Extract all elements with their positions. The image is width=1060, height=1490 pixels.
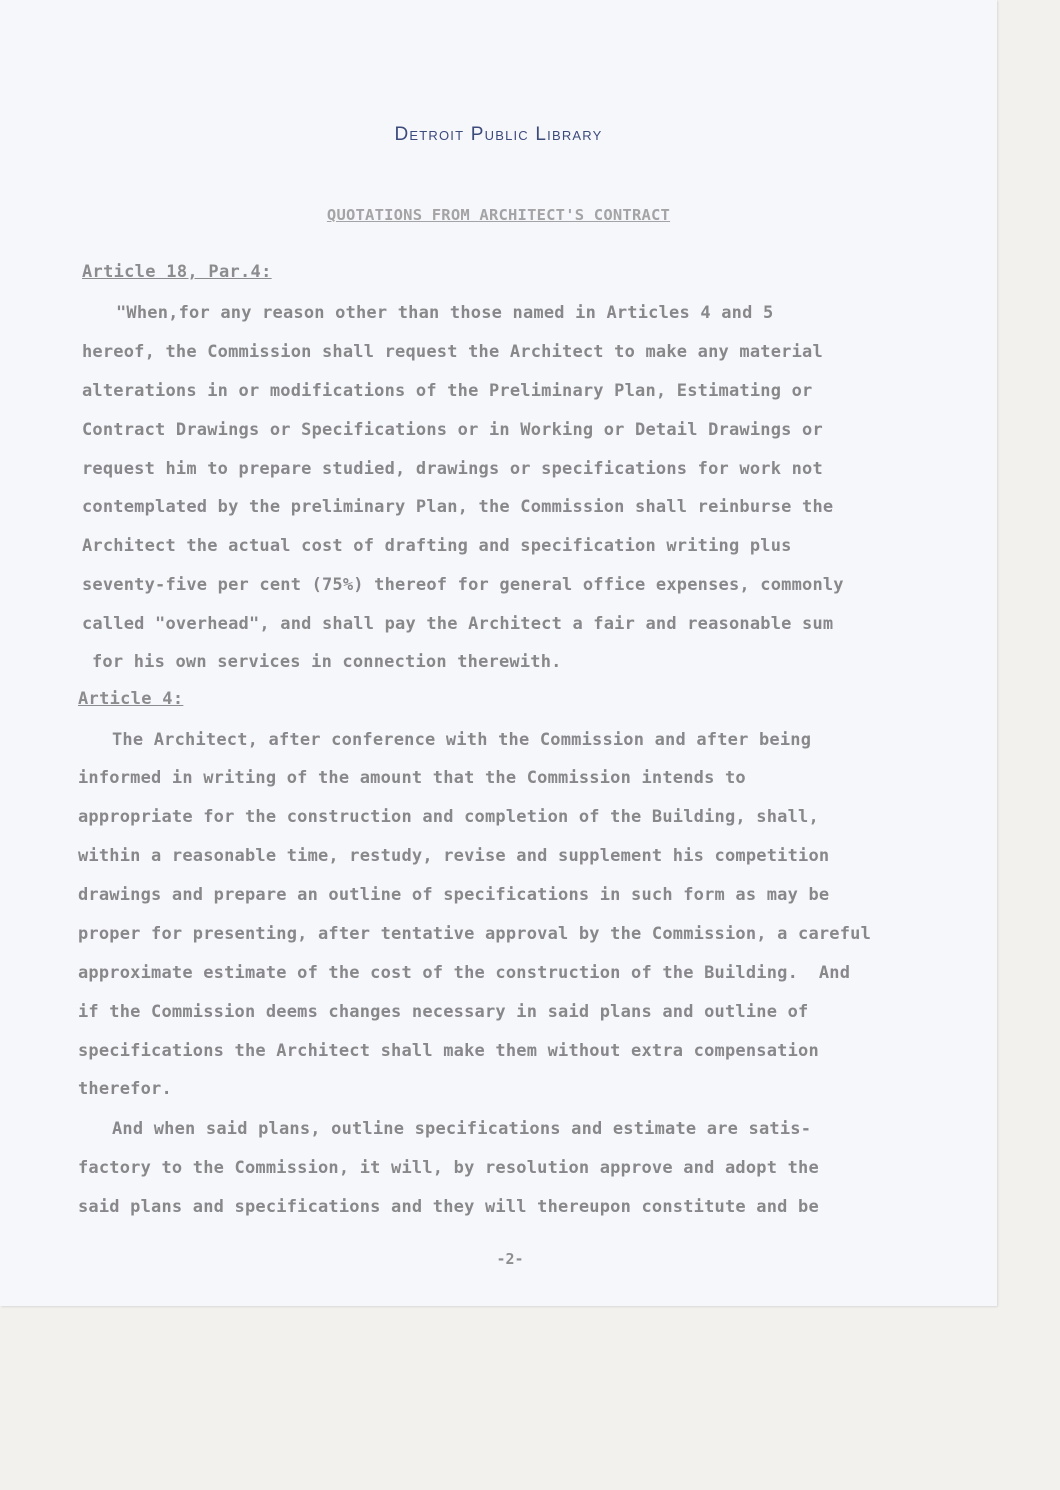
text-line: hereof, the Commission shall request the Architect to make any material bbox=[82, 342, 823, 362]
text-line: said plans and specifications and they will thereupon constitute and be bbox=[78, 1197, 819, 1217]
page-number: -2- bbox=[496, 1250, 524, 1268]
document-title: QUOTATIONS FROM ARCHITECT'S CONTRACT bbox=[326, 206, 671, 224]
text-line: called "overhead", and shall pay the Architect a fair and reasonable sum bbox=[82, 614, 834, 634]
text-line: if the Commission deems changes necessary in said plans and outline of bbox=[78, 1002, 809, 1022]
text-line: informed in writing of the amount that the Commission intends to bbox=[78, 768, 746, 788]
text-line: Contract Drawings or Specifications or in Working or Detail Drawings or bbox=[82, 420, 823, 440]
text-line: seventy-five per cent (75%) thereof for general office expenses, commonly bbox=[82, 575, 844, 595]
text-line: contemplated by the preliminary Plan, the Commission shall reinburse the bbox=[82, 497, 834, 517]
text-line: appropriate for the construction and completion of the Building, shall, bbox=[78, 807, 819, 827]
text-line: factory to the Commission, it will, by resolution approve and adopt the bbox=[78, 1158, 819, 1178]
text-line: The Architect, after conference with the Commission and after being bbox=[112, 730, 812, 750]
letterhead: Detroit Public Library bbox=[394, 124, 603, 145]
text-line: specifications the Architect shall make them without extra compensation bbox=[78, 1041, 819, 1061]
text-line: proper for presenting, after tentative approval by the Commission, a careful bbox=[78, 924, 872, 944]
section-heading-article-18: Article 18, Par.4: bbox=[82, 262, 272, 282]
section-heading-article-4: Article 4: bbox=[78, 689, 184, 709]
text-line: alterations in or modifications of the Preliminary Plan, Estimating or bbox=[82, 381, 813, 401]
text-line: Architect the actual cost of drafting and specification writing plus bbox=[82, 536, 792, 556]
text-line: for his own services in connection therewith. bbox=[92, 652, 562, 672]
text-line: And when said plans, outline specifications and estimate are satis- bbox=[112, 1119, 812, 1139]
text-line: drawings and prepare an outline of specifications in such form as may be bbox=[78, 885, 830, 905]
text-line: approximate estimate of the cost of the construction of the Building. And bbox=[78, 963, 851, 983]
text-line: therefor. bbox=[78, 1079, 172, 1099]
text-line: "When,for any reason other than those named in Articles 4 and 5 bbox=[116, 303, 774, 323]
text-line: request him to prepare studied, drawings or specifications for work not bbox=[82, 459, 823, 479]
text-line: within a reasonable time, restudy, revise and supplement his competition bbox=[78, 846, 830, 866]
